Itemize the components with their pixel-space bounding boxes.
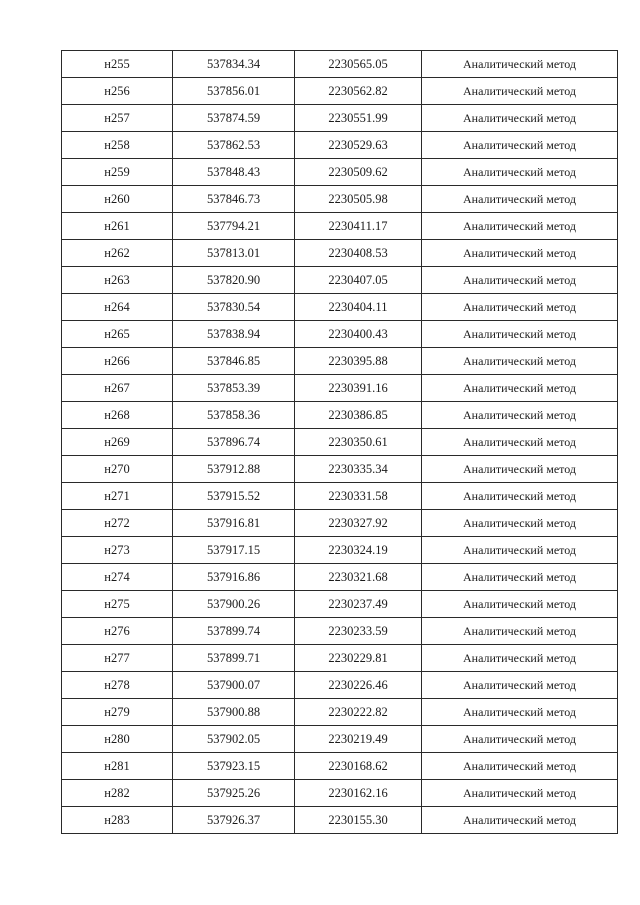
method-cell: Аналитический метод bbox=[422, 564, 618, 591]
table-row bbox=[62, 537, 618, 564]
point-id-cell: н275 bbox=[62, 591, 173, 618]
method-cell: Аналитический метод bbox=[422, 645, 618, 672]
method-cell: Аналитический метод bbox=[422, 618, 618, 645]
table-row bbox=[62, 375, 618, 402]
method-cell: Аналитический метод bbox=[422, 807, 618, 834]
table-row bbox=[62, 159, 618, 186]
table-row bbox=[62, 483, 618, 510]
y-coordinate-cell: 2230331.58 bbox=[295, 483, 422, 510]
y-coordinate-cell: 2230411.17 bbox=[295, 213, 422, 240]
method-cell: Аналитический метод bbox=[422, 105, 618, 132]
x-coordinate-cell: 537900.26 bbox=[173, 591, 295, 618]
point-id-cell: н259 bbox=[62, 159, 173, 186]
point-id-cell: н256 bbox=[62, 78, 173, 105]
x-coordinate-cell: 537862.53 bbox=[173, 132, 295, 159]
method-cell: Аналитический метод bbox=[422, 186, 618, 213]
x-coordinate-cell: 537838.94 bbox=[173, 321, 295, 348]
y-coordinate-cell: 2230505.98 bbox=[295, 186, 422, 213]
method-cell: Аналитический метод bbox=[422, 753, 618, 780]
method-cell: Аналитический метод bbox=[422, 510, 618, 537]
x-coordinate-cell: 537874.59 bbox=[173, 105, 295, 132]
method-cell: Аналитический метод bbox=[422, 726, 618, 753]
y-coordinate-cell: 2230324.19 bbox=[295, 537, 422, 564]
point-id-cell: н274 bbox=[62, 564, 173, 591]
point-id-cell: н270 bbox=[62, 456, 173, 483]
point-id-cell: н255 bbox=[62, 51, 173, 78]
table-row bbox=[62, 591, 618, 618]
table-row bbox=[62, 267, 618, 294]
y-coordinate-cell: 2230350.61 bbox=[295, 429, 422, 456]
x-coordinate-cell: 537834.34 bbox=[173, 51, 295, 78]
y-coordinate-cell: 2230226.46 bbox=[295, 672, 422, 699]
x-coordinate-cell: 537925.26 bbox=[173, 780, 295, 807]
x-coordinate-cell: 537900.07 bbox=[173, 672, 295, 699]
method-cell: Аналитический метод bbox=[422, 240, 618, 267]
x-coordinate-cell: 537916.81 bbox=[173, 510, 295, 537]
method-cell: Аналитический метод bbox=[422, 321, 618, 348]
y-coordinate-cell: 2230222.82 bbox=[295, 699, 422, 726]
point-id-cell: н281 bbox=[62, 753, 173, 780]
y-coordinate-cell: 2230155.30 bbox=[295, 807, 422, 834]
x-coordinate-cell: 537899.74 bbox=[173, 618, 295, 645]
method-cell: Аналитический метод bbox=[422, 672, 618, 699]
x-coordinate-cell: 537912.88 bbox=[173, 456, 295, 483]
point-id-cell: н267 bbox=[62, 375, 173, 402]
method-cell: Аналитический метод bbox=[422, 591, 618, 618]
table-row bbox=[62, 564, 618, 591]
table-row bbox=[62, 726, 618, 753]
table-row bbox=[62, 456, 618, 483]
method-cell: Аналитический метод bbox=[422, 51, 618, 78]
y-coordinate-cell: 2230562.82 bbox=[295, 78, 422, 105]
x-coordinate-cell: 537896.74 bbox=[173, 429, 295, 456]
x-coordinate-cell: 537858.36 bbox=[173, 402, 295, 429]
table-row bbox=[62, 78, 618, 105]
point-id-cell: н263 bbox=[62, 267, 173, 294]
method-cell: Аналитический метод bbox=[422, 537, 618, 564]
x-coordinate-cell: 537923.15 bbox=[173, 753, 295, 780]
y-coordinate-cell: 2230509.62 bbox=[295, 159, 422, 186]
point-id-cell: н271 bbox=[62, 483, 173, 510]
x-coordinate-cell: 537899.71 bbox=[173, 645, 295, 672]
x-coordinate-cell: 537846.73 bbox=[173, 186, 295, 213]
point-id-cell: н264 bbox=[62, 294, 173, 321]
point-id-cell: н282 bbox=[62, 780, 173, 807]
method-cell: Аналитический метод bbox=[422, 159, 618, 186]
method-cell: Аналитический метод bbox=[422, 348, 618, 375]
y-coordinate-cell: 2230233.59 bbox=[295, 618, 422, 645]
method-cell: Аналитический метод bbox=[422, 402, 618, 429]
table-row bbox=[62, 780, 618, 807]
method-cell: Аналитический метод bbox=[422, 375, 618, 402]
table-row bbox=[62, 807, 618, 834]
y-coordinate-cell: 2230168.62 bbox=[295, 753, 422, 780]
x-coordinate-cell: 537900.88 bbox=[173, 699, 295, 726]
x-coordinate-cell: 537856.01 bbox=[173, 78, 295, 105]
table-row bbox=[62, 510, 618, 537]
table-row bbox=[62, 699, 618, 726]
table-row bbox=[62, 618, 618, 645]
point-id-cell: н283 bbox=[62, 807, 173, 834]
x-coordinate-cell: 537926.37 bbox=[173, 807, 295, 834]
y-coordinate-cell: 2230404.11 bbox=[295, 294, 422, 321]
y-coordinate-cell: 2230395.88 bbox=[295, 348, 422, 375]
point-id-cell: н262 bbox=[62, 240, 173, 267]
method-cell: Аналитический метод bbox=[422, 132, 618, 159]
point-id-cell: н258 bbox=[62, 132, 173, 159]
table-row bbox=[62, 753, 618, 780]
table-row bbox=[62, 645, 618, 672]
x-coordinate-cell: 537848.43 bbox=[173, 159, 295, 186]
x-coordinate-cell: 537915.52 bbox=[173, 483, 295, 510]
x-coordinate-cell: 537846.85 bbox=[173, 348, 295, 375]
table-row bbox=[62, 213, 618, 240]
point-id-cell: н279 bbox=[62, 699, 173, 726]
point-id-cell: н280 bbox=[62, 726, 173, 753]
y-coordinate-cell: 2230529.63 bbox=[295, 132, 422, 159]
table-row bbox=[62, 348, 618, 375]
point-id-cell: н278 bbox=[62, 672, 173, 699]
method-cell: Аналитический метод bbox=[422, 78, 618, 105]
method-cell: Аналитический метод bbox=[422, 294, 618, 321]
x-coordinate-cell: 537902.05 bbox=[173, 726, 295, 753]
x-coordinate-cell: 537853.39 bbox=[173, 375, 295, 402]
y-coordinate-cell: 2230335.34 bbox=[295, 456, 422, 483]
table-row bbox=[62, 105, 618, 132]
table-row bbox=[62, 402, 618, 429]
table-row bbox=[62, 240, 618, 267]
table-row bbox=[62, 672, 618, 699]
method-cell: Аналитический метод bbox=[422, 780, 618, 807]
y-coordinate-cell: 2230386.85 bbox=[295, 402, 422, 429]
y-coordinate-cell: 2230321.68 bbox=[295, 564, 422, 591]
method-cell: Аналитический метод bbox=[422, 483, 618, 510]
x-coordinate-cell: 537813.01 bbox=[173, 240, 295, 267]
coordinates-table bbox=[61, 50, 618, 834]
y-coordinate-cell: 2230400.43 bbox=[295, 321, 422, 348]
table-row bbox=[62, 51, 618, 78]
x-coordinate-cell: 537917.15 bbox=[173, 537, 295, 564]
y-coordinate-cell: 2230407.05 bbox=[295, 267, 422, 294]
point-id-cell: н276 bbox=[62, 618, 173, 645]
y-coordinate-cell: 2230237.49 bbox=[295, 591, 422, 618]
x-coordinate-cell: 537830.54 bbox=[173, 294, 295, 321]
y-coordinate-cell: 2230229.81 bbox=[295, 645, 422, 672]
point-id-cell: н269 bbox=[62, 429, 173, 456]
coordinates-table-body bbox=[62, 51, 618, 834]
table-row bbox=[62, 132, 618, 159]
point-id-cell: н260 bbox=[62, 186, 173, 213]
y-coordinate-cell: 2230327.92 bbox=[295, 510, 422, 537]
point-id-cell: н265 bbox=[62, 321, 173, 348]
method-cell: Аналитический метод bbox=[422, 699, 618, 726]
y-coordinate-cell: 2230551.99 bbox=[295, 105, 422, 132]
y-coordinate-cell: 2230219.49 bbox=[295, 726, 422, 753]
point-id-cell: н277 bbox=[62, 645, 173, 672]
point-id-cell: н266 bbox=[62, 348, 173, 375]
x-coordinate-cell: 537794.21 bbox=[173, 213, 295, 240]
table-row bbox=[62, 186, 618, 213]
y-coordinate-cell: 2230565.05 bbox=[295, 51, 422, 78]
point-id-cell: н257 bbox=[62, 105, 173, 132]
y-coordinate-cell: 2230162.16 bbox=[295, 780, 422, 807]
y-coordinate-cell: 2230391.16 bbox=[295, 375, 422, 402]
method-cell: Аналитический метод bbox=[422, 213, 618, 240]
table-row bbox=[62, 321, 618, 348]
method-cell: Аналитический метод bbox=[422, 267, 618, 294]
point-id-cell: н273 bbox=[62, 537, 173, 564]
method-cell: Аналитический метод bbox=[422, 456, 618, 483]
x-coordinate-cell: 537820.90 bbox=[173, 267, 295, 294]
x-coordinate-cell: 537916.86 bbox=[173, 564, 295, 591]
point-id-cell: н268 bbox=[62, 402, 173, 429]
y-coordinate-cell: 2230408.53 bbox=[295, 240, 422, 267]
point-id-cell: н261 bbox=[62, 213, 173, 240]
point-id-cell: н272 bbox=[62, 510, 173, 537]
table-row bbox=[62, 294, 618, 321]
table-row bbox=[62, 429, 618, 456]
method-cell: Аналитический метод bbox=[422, 429, 618, 456]
